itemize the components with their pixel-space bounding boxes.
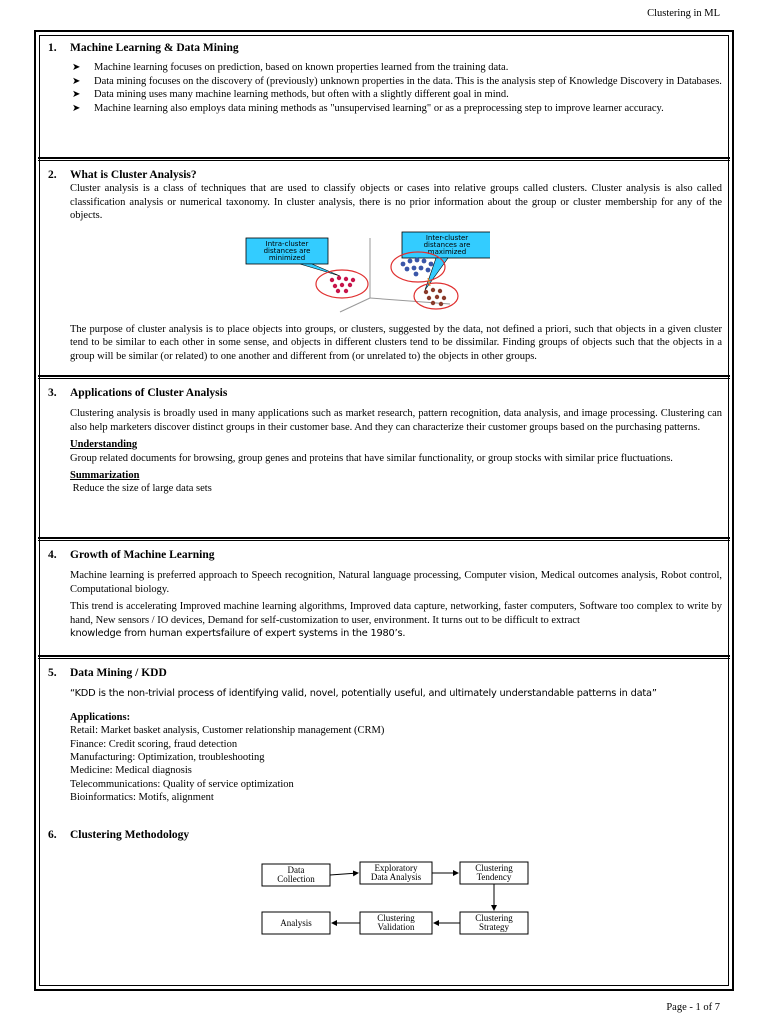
kdd-definition-quote: “KDD is the non-trivial process of identifying valid, novel, potentially useful, and ultimately understandable patterns in data”	[70, 688, 657, 700]
inter-callout-line-2: distances are	[423, 241, 471, 249]
section-5	[48, 667, 722, 805]
section-2-title: 2. What is Cluster Analysis?	[48, 169, 197, 181]
box-tendency-line-2: Tendency	[476, 872, 512, 882]
inter-callout-line-1: Inter-cluster	[425, 234, 469, 242]
section-divider	[38, 537, 730, 541]
running-header: Clustering in ML	[647, 8, 720, 19]
application-item: Telecommunications: Quality of service optimization	[70, 778, 294, 790]
bullet-item: ➤ Data mining uses many machine learning methods, but often with a slightly different goal in mind.	[94, 88, 722, 101]
box-data-collection-line-1: Data	[287, 865, 305, 875]
arrow-collection-to-eda	[330, 873, 358, 875]
section-6-title: 6. Clustering Methodology	[48, 829, 190, 841]
bullet-item: ➤ Machine learning also employs data mining methods as "unsupervised learning" or as a preprocessing step to improve learner accuracy.	[94, 102, 722, 115]
application-item: Retail: Market basket analysis, Customer relationship management (CRM)	[70, 725, 385, 737]
box-strategy-line-1: Clustering	[475, 913, 513, 923]
applications-heading: Applications:	[70, 711, 131, 723]
section-1-bullets	[48, 61, 722, 115]
box-validation-line-2: Validation	[377, 922, 415, 932]
section-6	[48, 829, 722, 846]
section-5-title: 5. Data Mining / KDD	[48, 667, 167, 679]
box-strategy-line-2: Strategy	[479, 922, 509, 932]
box-tendency-line-1: Clustering	[475, 863, 513, 873]
cluster-points-right	[424, 288, 446, 306]
intra-callout-line-1: Intra-cluster	[265, 240, 309, 248]
intra-callout-line-3: minimized	[268, 254, 306, 262]
section-4-title: 4. Growth of Machine Learning	[48, 549, 215, 561]
section-4-paragraph-2: This trend is accelerating Improved machine learning algorithms, Improved data capture, networking, faster computers, Software too complex to write by hand, New sensors / IO devices, Demand for self-customization to user, environment. It turns out to be difficult to extract	[70, 601, 722, 626]
section-2-paragraph-2: The purpose of cluster analysis is to place objects into groups, or clusters, suggested by the data, not defined a priori, such that objects in a given cluster tend to be similar to each other in some sense, and objects in different clusters tend to be dissimilar. Finding groups of objects such that the objects in a group will be similar (or related) to one another and different from (or unrelated to) the objects in other groups.	[70, 324, 722, 362]
section-4	[48, 549, 722, 640]
section-2-paragraph-1: Cluster analysis is a class of techniques that are used to classify objects or cases into relative groups called clusters. Cluster analysis is also called classification analysis or numerical taxonomy. In cluster analysis, there is no prior information about the group or cluster membership for any of the objects.	[70, 183, 722, 222]
section-divider	[38, 655, 730, 659]
box-validation-line-1: Clustering	[377, 913, 415, 923]
cluster-points-top	[401, 258, 434, 277]
page-number: Page - 1 of 7	[666, 1002, 720, 1013]
understanding-heading: Understanding	[70, 439, 138, 451]
section-3-title: 3. Applications of Cluster Analysis	[48, 387, 228, 399]
section-4-paragraph-1: Machine learning is preferred approach to Speech recognition, Natural language processing, Computer vision, Medical outcomes analysis, Robot control, Computational biology.	[70, 570, 722, 595]
inter-callout-line-3: maximized	[427, 248, 467, 256]
cluster-figure	[240, 228, 490, 318]
axis-depth	[340, 298, 370, 312]
bullet-item: ➤ Data mining focuses on the discovery of (previously) unknown properties in the data. This is the analysis step of Knowledge Discovery in Databases.	[94, 75, 722, 88]
section-2b	[48, 323, 722, 363]
intra-callout-pointer	[300, 264, 340, 276]
understanding-text: Group related documents for browsing, group genes and proteins that have similar functionality, or group stocks with similar price fluctuations.	[70, 452, 673, 464]
box-eda-line-2: Data Analysis	[370, 872, 422, 882]
application-item: Medicine: Medical diagnosis	[70, 765, 192, 777]
section-2	[48, 169, 722, 223]
application-item: Bioinformatics: Motifs, alignment	[70, 792, 214, 804]
section-divider	[38, 375, 730, 379]
application-item: Manufacturing: Optimization, troubleshooting	[70, 752, 265, 764]
section-divider	[38, 157, 730, 161]
methodology-flowchart	[258, 858, 534, 938]
section-4-paragraph-2-end: knowledge from human expertsfailure of expert systems in the 1980’s.	[70, 628, 406, 640]
box-analysis-label: Analysis	[280, 918, 312, 928]
section-3-paragraph: Clustering analysis is broadly used in many applications such as market research, pattern recognition, data analysis, and image processing. Clustering can also help marketers discover distinct groups in their customer base. And they can characterize their customer groups based on the purchasing patterns.	[70, 408, 722, 433]
summarization-heading: Summarization	[70, 470, 140, 482]
bullet-item: ➤ Machine learning focuses on prediction, based on known properties learned from the training data.	[94, 61, 722, 74]
section-3	[48, 387, 722, 496]
application-item: Finance: Credit scoring, fraud detection	[70, 738, 238, 750]
box-eda-line-1: Exploratory	[374, 863, 418, 873]
summarization-text: Reduce the size of large data sets	[70, 483, 212, 495]
box-data-collection-line-2: Collection	[277, 874, 315, 884]
intra-callout-line-2: distances are	[263, 247, 311, 255]
section-1	[48, 42, 722, 115]
cluster-points-left	[330, 276, 355, 293]
section-1-title: 1. Machine Learning & Data Mining	[48, 42, 239, 54]
